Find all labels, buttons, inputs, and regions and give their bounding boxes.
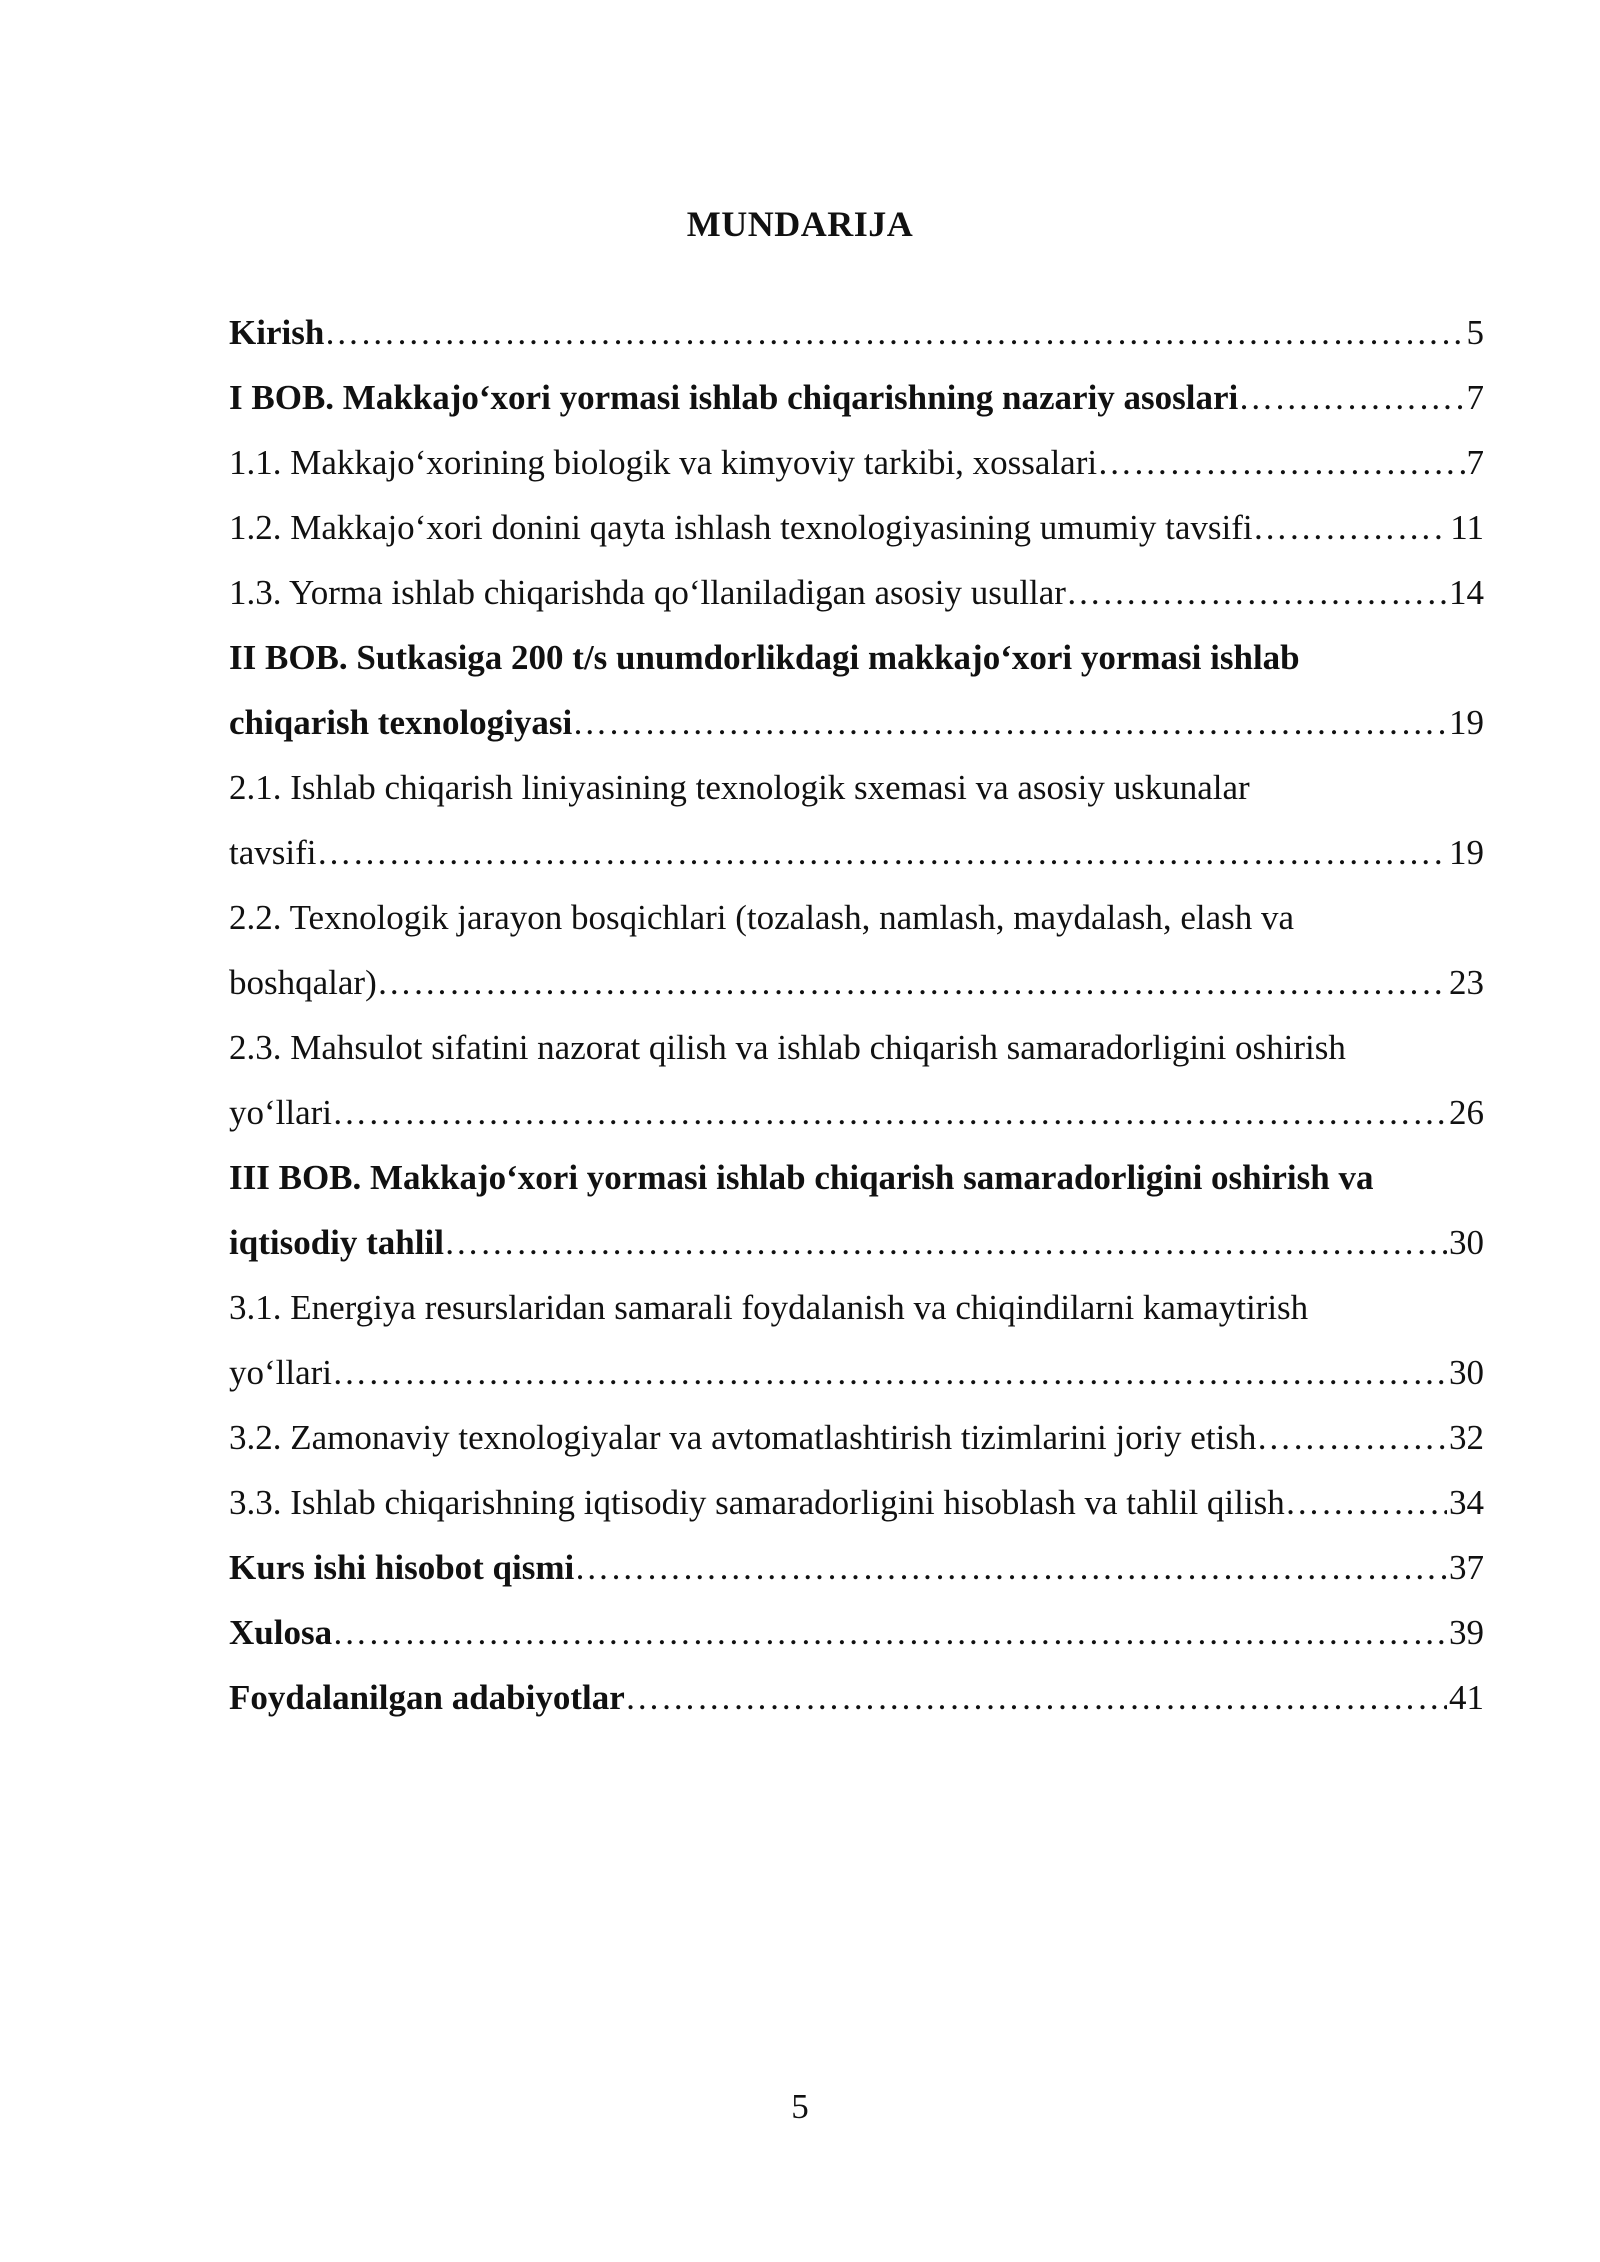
toc-entry-text: II BOB. Sutkasiga 200 t/s unumdorlikdagi makkajo‘xori yormasi ishlab xyxy=(229,638,1300,677)
toc-dot-leader xyxy=(572,690,1447,755)
toc-dot-leader xyxy=(1253,495,1449,560)
toc-entry-text: Kurs ishi hisobot qismi xyxy=(229,1548,575,1587)
toc-page-number: 11 xyxy=(1450,508,1484,547)
toc-entry-line xyxy=(229,1145,1484,1210)
toc-dot-leader xyxy=(1256,1405,1447,1470)
toc-page-number: 7 xyxy=(1466,378,1484,417)
toc-entry-text: 1.2. Makkajo‘xori donini qayta ishlash texnologiyasining umumiy tavsifi xyxy=(229,508,1253,547)
toc-entry xyxy=(229,1405,1484,1470)
toc-entry-text: chiqarish texnologiyasi xyxy=(229,703,573,742)
toc-dot-leader xyxy=(625,1665,1447,1730)
toc-entry xyxy=(229,820,1484,885)
toc-dot-leader xyxy=(1097,430,1464,495)
toc-dot-leader xyxy=(444,1210,1447,1275)
toc-entry-text: 3.3. Ishlab chiqarishning iqtisodiy samaradorligini hisoblash va tahlil qilish xyxy=(229,1483,1285,1522)
toc-entry xyxy=(229,690,1484,755)
toc-entry-text: 3.2. Zamonaviy texnologiyalar va avtomatlashtirish tizimlarini joriy etish xyxy=(229,1418,1257,1457)
toc-entry-text: Foydalanilgan adabiyotlar xyxy=(229,1678,625,1717)
toc-entry-text: I BOB. Makkajo‘xori yormasi ishlab chiqarishning nazariy asoslari xyxy=(229,378,1239,417)
toc-dot-leader xyxy=(316,820,1447,885)
toc-entry xyxy=(229,430,1484,495)
toc-entry xyxy=(229,365,1484,430)
toc-page-number: 37 xyxy=(1449,1548,1484,1587)
toc-page-number: 19 xyxy=(1449,703,1484,742)
toc-page-number: 7 xyxy=(1466,443,1484,482)
table-of-contents xyxy=(229,300,1484,1730)
toc-dot-leader xyxy=(1238,365,1464,430)
toc-entry-text: 2.1. Ishlab chiqarish liniyasining texnologik sxemasi va asosiy uskunalar xyxy=(229,768,1250,807)
toc-entry xyxy=(229,495,1484,560)
toc-entry xyxy=(229,1470,1484,1535)
toc-dot-leader xyxy=(332,1340,1447,1405)
toc-dot-leader xyxy=(324,300,1464,365)
toc-page-number: 23 xyxy=(1449,963,1484,1002)
toc-dot-leader xyxy=(574,1535,1447,1600)
toc-page-number: 41 xyxy=(1449,1678,1484,1717)
toc-entry-text: Xulosa xyxy=(229,1613,333,1652)
toc-entry xyxy=(229,950,1484,1015)
toc-entry xyxy=(229,560,1484,625)
toc-entry-text: yo‘llari xyxy=(229,1093,333,1132)
toc-entry-text: tavsifi xyxy=(229,833,317,872)
toc-entry xyxy=(229,1535,1484,1600)
toc-entry-text: 1.3. Yorma ishlab chiqarishda qo‘llaniladigan asosiy usullar xyxy=(229,573,1066,612)
toc-page-number: 14 xyxy=(1449,573,1484,612)
toc-entry xyxy=(229,1600,1484,1665)
toc-entry-line xyxy=(229,625,1484,690)
toc-dot-leader xyxy=(377,950,1447,1015)
toc-entry-text: 1.1. Makkajo‘xorining biologik va kimyoviy tarkibi, xossalari xyxy=(229,443,1098,482)
toc-dot-leader xyxy=(332,1080,1447,1145)
toc-entry-line xyxy=(229,885,1484,950)
toc-entry-line xyxy=(229,755,1484,820)
toc-page-number: 26 xyxy=(1449,1093,1484,1132)
toc-entry-line xyxy=(229,1275,1484,1340)
toc-page-number: 34 xyxy=(1449,1483,1484,1522)
toc-entry-text: Kirish xyxy=(229,313,325,352)
toc-entry-text: yo‘llari xyxy=(229,1353,333,1392)
toc-dot-leader xyxy=(1285,1470,1447,1535)
toc-entry-text: 2.2. Texnologik jarayon bosqichlari (tozalash, namlash, maydalash, elash va xyxy=(229,898,1295,937)
toc-page-number: 5 xyxy=(1466,313,1484,352)
toc-entry xyxy=(229,1210,1484,1275)
toc-entry-text: 2.3. Mahsulot sifatini nazorat qilish va ishlab chiqarish samaradorligini oshirish xyxy=(229,1028,1346,1067)
toc-entry-text: 3.1. Energiya resurslaridan samarali foydalanish va chiqindilarni kamaytirish xyxy=(229,1288,1309,1327)
toc-entry xyxy=(229,1665,1484,1730)
toc-entry xyxy=(229,1340,1484,1405)
toc-page-number: 30 xyxy=(1449,1353,1484,1392)
toc-entry-text: iqtisodiy tahlil xyxy=(229,1223,444,1262)
toc-entry-line xyxy=(229,1015,1484,1080)
toc-dot-leader xyxy=(332,1600,1447,1665)
toc-entry-text: boshqalar) xyxy=(229,963,377,1002)
toc-page-number: 30 xyxy=(1449,1223,1484,1262)
page-title: MUNDARIJA xyxy=(686,204,914,244)
toc-dot-leader xyxy=(1066,560,1447,625)
page-number: 5 xyxy=(791,2087,809,2126)
toc-page-number: 32 xyxy=(1449,1418,1484,1457)
toc-page-number: 39 xyxy=(1449,1613,1484,1652)
toc-entry xyxy=(229,1080,1484,1145)
toc-entry xyxy=(229,300,1484,365)
toc-page-number: 19 xyxy=(1449,833,1484,872)
toc-entry-text: III BOB. Makkajo‘xori yormasi ishlab chiqarish samaradorligini oshirish va xyxy=(229,1158,1374,1197)
